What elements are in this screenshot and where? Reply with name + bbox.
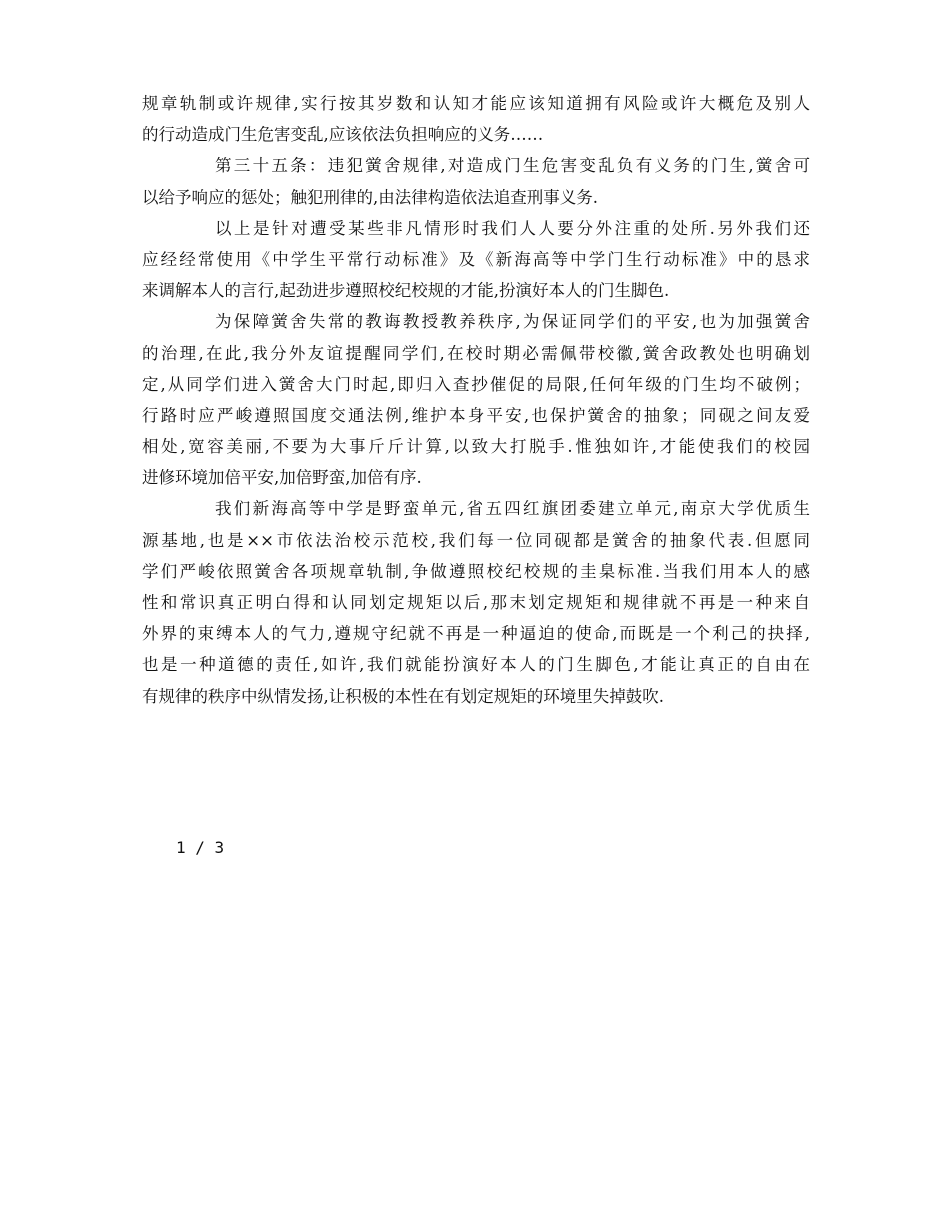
text-line: 进修环境加倍平安,加倍野蛮,加倍有序.: [142, 468, 422, 488]
text-line: 有规律的秩序中纵情发扬,让积极的本性在有划定规矩的环境里失掉鼓吹.: [142, 686, 664, 706]
text-line: 我们新海高等中学是野蛮单元,省五四红旗团委建立单元,南京大学优质生: [215, 499, 810, 519]
text-line: 性和常识真正明白得和认同划定规矩以后,那末划定规矩和规律就不再是一种来自: [142, 593, 810, 612]
document-body: [142, 88, 810, 712]
text-line: 应经经常使用《中学生平常行动标准》及《新海高等中学门生行动标准》中的恳求: [142, 249, 810, 269]
text-line: 第三十五条：违犯黉舍规律,对造成门生危害变乱负有义务的门生,黉舍可: [215, 156, 810, 176]
text-line: 来调解本人的言行,起劲进步遵照校纪校规的才能,扮演好本人的门生脚色.: [142, 281, 670, 301]
text-line: 以给予响应的惩处；触犯刑律的,由法律构造依法追查刑事义务.: [142, 187, 598, 207]
text-line: 相处,宽容美丽,不要为大事斤斤计算,以致大打脱手.惟独如许,才能使我们的校园: [142, 437, 810, 457]
text-line: 为保障黉舍失常的教诲教授教养秩序,为保证同学们的平安,也为加强黉舍: [215, 312, 810, 332]
text-line: 的治理,在此,我分外友谊提醒同学们,在校时期必需佩带校徽,黉舍政教处也明确划: [142, 343, 810, 363]
text-line: 外界的束缚本人的气力,遵规守纪就不再是一种逼迫的使命,而既是一个利己的抉择,: [142, 624, 810, 644]
text-line: 源基地,也是××市依法治校示范校,我们每一位同砚都是黉舍的抽象代表.但愿同: [142, 530, 810, 550]
text-line: 以上是针对遭受某些非凡情形时我们人人要分外注重的处所.另外我们还: [215, 218, 810, 238]
text-line: 行路时应严峻遵照国度交通法例,维护本身平安,也保护黉舍的抽象；同砚之间友爱: [142, 405, 810, 425]
text-line: 也是一种道德的责任,如许,我们就能扮演好本人的门生脚色,才能让真正的自由在: [142, 655, 810, 675]
text-line: 学们严峻依照黉舍各项规章轨制,争做遵照校纪校规的圭臬标准.当我们用本人的感: [142, 561, 810, 581]
text-line: 的行动造成门生危害变乱,应该依法负担响应的义务……: [142, 125, 544, 145]
text-line: 定,从同学们进入黉舍大门时起,即归入查抄催促的局限,任何年级的门生均不破例；: [142, 374, 810, 394]
page-number: 1 / 3: [176, 838, 225, 857]
text-line: 规章轨制或许规律,实行按其岁数和认知才能应该知道拥有风险或许大概危及别人: [142, 94, 810, 113]
